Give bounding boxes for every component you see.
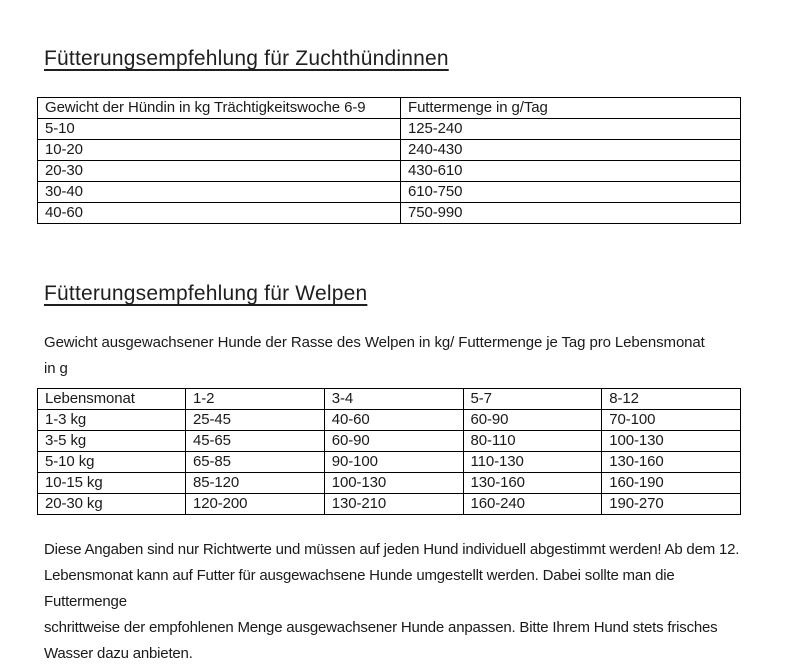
cell: 60-90 (324, 431, 463, 452)
breeding-feeding-table (37, 97, 741, 224)
cell: 20-30 kg (38, 494, 186, 515)
puppy-feeding-table (37, 388, 741, 515)
header-cell: 8-12 (602, 389, 741, 410)
cell: 130-210 (324, 494, 463, 515)
table-row (38, 203, 741, 224)
table-row (38, 119, 741, 140)
cell: 750-990 (401, 203, 741, 224)
cell: 70-100 (602, 410, 741, 431)
section-title-puppies: Fütterungsempfehlung für Welpen (44, 282, 368, 305)
header-cell: 5-7 (463, 389, 602, 410)
cell: 610-750 (401, 182, 741, 203)
table-row (38, 494, 741, 515)
cell: 100-130 (324, 473, 463, 494)
cell: 40-60 (38, 203, 401, 224)
table-row (38, 410, 741, 431)
cell: 1-3 kg (38, 410, 186, 431)
header-row (38, 98, 741, 119)
table-row (38, 140, 741, 161)
cell: 5-10 kg (38, 452, 186, 473)
cell: 90-100 (324, 452, 463, 473)
header-cell: Lebensmonat (38, 389, 186, 410)
table-row (38, 161, 741, 182)
cell: 10-20 (38, 140, 401, 161)
text-line: schrittweise der empfohlenen Menge ausgewachsener Hunde anpassen. Bitte Ihrem Hund stets frisches (44, 619, 718, 636)
header-cell: Gewicht der Hündin in kg Trächtigkeitswoche 6-9 (38, 98, 401, 119)
puppy-table-description (44, 330, 800, 382)
cell: 5-10 (38, 119, 401, 140)
cell: 190-270 (602, 494, 741, 515)
cell: 430-610 (401, 161, 741, 182)
cell: 45-65 (186, 431, 325, 452)
table-row (38, 473, 741, 494)
cell: 10-15 kg (38, 473, 186, 494)
text-line: Gewicht ausgewachsener Hunde der Rasse des Welpen in kg/ Futtermenge je Tag pro Lebensmonat (44, 334, 705, 351)
table-row (38, 182, 741, 203)
header-cell: 1-2 (186, 389, 325, 410)
header-cell: 3-4 (324, 389, 463, 410)
text-line: Diese Angaben sind nur Richtwerte und müssen auf jeden Hund individuell abgestimmt werden! Ab dem 12. (44, 541, 740, 558)
cell: 130-160 (602, 452, 741, 473)
header-cell: Futtermenge in g/Tag (401, 98, 741, 119)
cell: 125-240 (401, 119, 741, 140)
cell: 130-160 (463, 473, 602, 494)
cell: 30-40 (38, 182, 401, 203)
cell: 100-130 (602, 431, 741, 452)
cell: 85-120 (186, 473, 325, 494)
text-line: Wasser dazu anbieten. (44, 645, 193, 662)
cell: 60-90 (463, 410, 602, 431)
cell: 160-190 (602, 473, 741, 494)
header-row (38, 389, 741, 410)
table-row (38, 431, 741, 452)
footer-note (44, 537, 754, 667)
cell: 240-430 (401, 140, 741, 161)
table-row (38, 452, 741, 473)
cell: 20-30 (38, 161, 401, 182)
text-line: in g (44, 360, 68, 377)
text-line: Lebensmonat kann auf Futter für ausgewachsene Hunde umgestellt werden. Dabei sollte man die Futtermenge (44, 567, 675, 610)
cell: 160-240 (463, 494, 602, 515)
cell: 3-5 kg (38, 431, 186, 452)
cell: 110-130 (463, 452, 602, 473)
cell: 25-45 (186, 410, 325, 431)
cell: 40-60 (324, 410, 463, 431)
cell: 80-110 (463, 431, 602, 452)
cell: 120-200 (186, 494, 325, 515)
section-title-breeding-dogs: Fütterungsempfehlung für Zuchthündinnen (44, 47, 449, 70)
cell: 65-85 (186, 452, 325, 473)
